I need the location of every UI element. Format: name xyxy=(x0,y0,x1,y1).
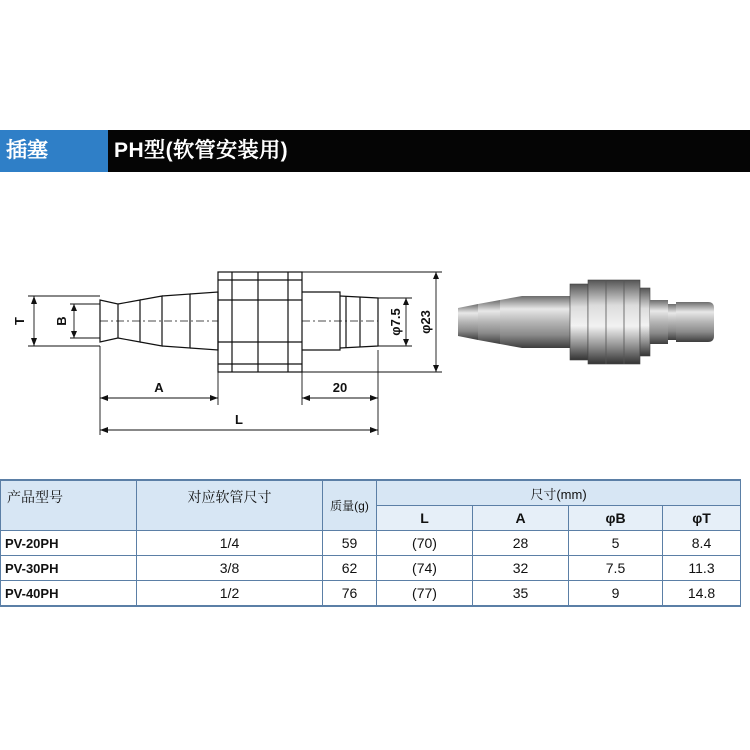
cell-B: 7.5 xyxy=(569,556,663,581)
dim-label-20: 20 xyxy=(332,380,348,395)
section-title: PH型(软管安装用) xyxy=(114,139,289,162)
plug-outline xyxy=(100,272,378,372)
cell-model: PV-20PH xyxy=(1,531,137,556)
section-title-bar xyxy=(0,130,750,172)
cell-mass: 62 xyxy=(323,556,377,581)
header-hose-size: 对应软管尺寸 xyxy=(137,480,323,531)
cell-T: 14.8 xyxy=(663,581,741,607)
product-photo xyxy=(458,280,714,364)
cell-L: (70) xyxy=(377,531,473,556)
header-phiB: φB xyxy=(569,506,663,531)
cell-B: 5 xyxy=(569,531,663,556)
header-size: 尺寸(mm) xyxy=(377,480,741,506)
cell-T: 11.3 xyxy=(663,556,741,581)
cell-hose: 3/8 xyxy=(137,556,323,581)
dim-label-phi23: φ23 xyxy=(418,310,433,334)
table-header-row xyxy=(1,480,741,506)
cell-B: 9 xyxy=(569,581,663,607)
dim-label-A: A xyxy=(154,380,164,395)
cell-hose: 1/4 xyxy=(137,531,323,556)
cell-T: 8.4 xyxy=(663,531,741,556)
header-phiT: φT xyxy=(663,506,741,531)
cell-model: PV-30PH xyxy=(1,556,137,581)
spec-table xyxy=(0,479,741,607)
dim-label-B: B xyxy=(54,316,69,326)
cell-mass: 76 xyxy=(323,581,377,607)
category-tab: 插塞 xyxy=(0,130,108,172)
cell-L: (74) xyxy=(377,556,473,581)
header-model: 产品型号 xyxy=(1,480,137,531)
dim-label-L: L xyxy=(235,412,243,427)
table-row xyxy=(1,556,741,581)
cell-mass: 59 xyxy=(323,531,377,556)
cell-A: 32 xyxy=(473,556,569,581)
table-row xyxy=(1,531,741,556)
header-A: A xyxy=(473,506,569,531)
cell-hose: 1/2 xyxy=(137,581,323,607)
table-row xyxy=(1,581,741,607)
header-L: L xyxy=(377,506,473,531)
dimension-lines xyxy=(28,272,442,435)
dim-label-phi75: φ7.5 xyxy=(388,308,403,336)
cell-L: (77) xyxy=(377,581,473,607)
dim-label-T: T xyxy=(12,317,27,325)
cell-A: 28 xyxy=(473,531,569,556)
cell-model: PV-40PH xyxy=(1,581,137,607)
technical-drawing xyxy=(0,250,750,450)
header-mass: 质量(g) xyxy=(323,480,377,531)
cell-A: 35 xyxy=(473,581,569,607)
